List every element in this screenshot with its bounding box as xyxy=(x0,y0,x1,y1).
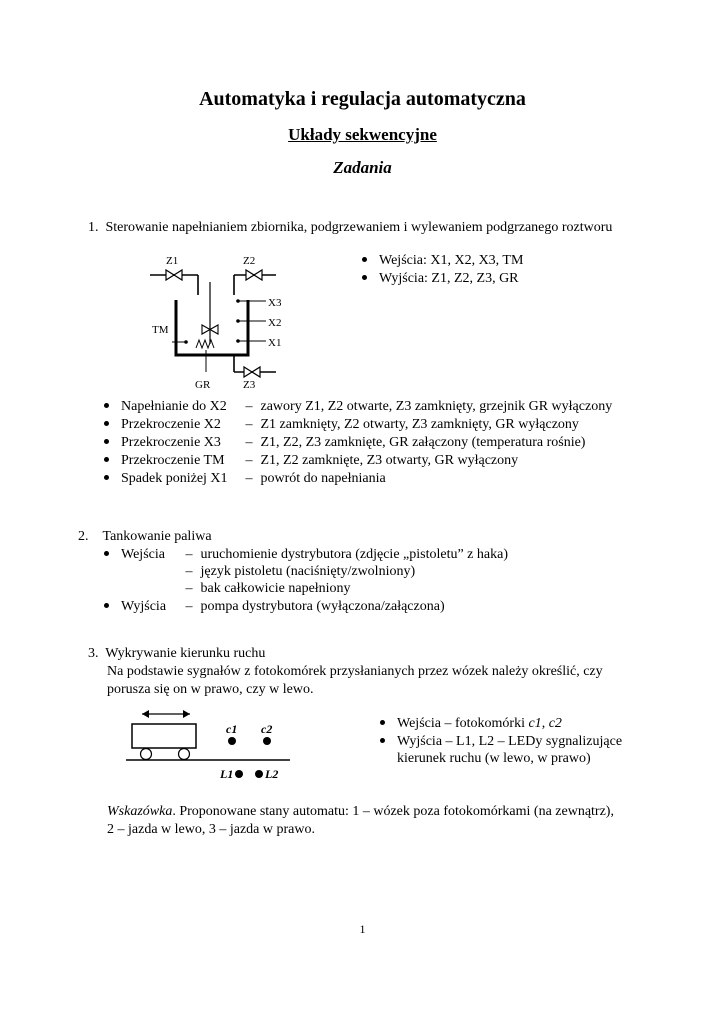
task2-number: 2. xyxy=(78,529,89,544)
state-item: Napełnianie do X2 – zawory Z1, Z2 otwarte, Z3 zamknięty, grzejnik GR wyłączony xyxy=(104,399,612,415)
task2-inputs-row: – język pistoletu (naciśnięty/zwolniony) xyxy=(185,564,416,579)
label-z2: Z2 xyxy=(243,255,256,267)
task3-title: Wykrywanie kierunku ruchu xyxy=(105,646,266,661)
photocell-c1-icon xyxy=(228,737,236,745)
task3-hint-label: Wskazówka xyxy=(107,804,173,819)
state-label: Spadek poniżej X1 xyxy=(121,471,228,486)
state-label: Przekroczenie X3 xyxy=(121,435,221,450)
task2-output-item: pompa dystrybutora (wyłączona/załączona) xyxy=(200,599,445,614)
task3-inputs-text: Wejścia – fotokomórki xyxy=(397,716,529,731)
task3-description: porusza się on w prawo, czy w lewo. xyxy=(107,682,314,697)
bullet-icon xyxy=(362,275,367,280)
valve-z1-icon xyxy=(166,270,182,280)
task3-hint-cont: 2 – jazda w lewo, 3 – jazda w prawo. xyxy=(107,822,315,837)
label-l1: L1 xyxy=(220,767,234,781)
state-item: Spadek poniżej X1 – powrót do napełniania xyxy=(104,471,386,487)
task1-inputs: Wejścia: X1, X2, X3, TM xyxy=(379,253,524,268)
state-desc: Z1 zamknięty, Z2 otwarty, Z3 zamknięty, GR wyłączony xyxy=(260,417,579,432)
label-z3: Z3 xyxy=(243,379,256,391)
led-l2-icon xyxy=(255,770,263,778)
bullet-icon xyxy=(380,738,385,743)
document-title: Automatyka i regulacja automatyczna xyxy=(199,88,526,110)
label-c1: c1 xyxy=(226,722,238,736)
valve-z3-icon xyxy=(244,367,260,377)
task3-heading xyxy=(88,646,265,662)
state-desc: Z1, Z2, Z3 zamknięte, GR załączony (temperatura rośnie) xyxy=(260,435,586,450)
state-label: Przekroczenie TM xyxy=(121,453,225,468)
photocell-c2-icon xyxy=(263,737,271,745)
task3-io-outputs-cont: kierunek ruchu (w lewo, w prawo) xyxy=(397,751,591,766)
task1-io-item xyxy=(362,253,523,269)
task3-io-inputs xyxy=(380,716,562,732)
bullet-icon xyxy=(362,257,367,262)
led-l1-icon xyxy=(235,770,243,778)
label-gr: GR xyxy=(195,379,211,391)
bullet-icon xyxy=(104,603,109,608)
task2-title: Tankowanie paliwa xyxy=(102,529,212,544)
double-arrow-icon xyxy=(142,710,190,718)
cart-icon xyxy=(132,724,196,760)
task2-input-item: uruchomienie dystrybutora (zdjęcie „pistoletu” z haka) xyxy=(200,547,508,562)
task1-outputs: Wyjścia: Z1, Z2, Z3, GR xyxy=(379,271,519,286)
task3-hint xyxy=(107,804,614,820)
task3-number: 3. xyxy=(88,646,99,661)
cart-diagram xyxy=(118,702,298,784)
valve-z2-icon xyxy=(246,270,262,280)
tank-diagram xyxy=(140,250,300,395)
label-c2: c2 xyxy=(261,722,273,736)
task1-title: Sterowanie napełnianiem zbiornika, podgrzewaniem i wylewaniem podgrzanego roztworu xyxy=(105,220,613,235)
task2-input-item: bak całkowicie napełniony xyxy=(200,581,351,596)
task2-input-item: język pistoletu (naciśnięty/zwolniony) xyxy=(200,564,416,579)
task3-inputs-separator: , xyxy=(541,716,549,731)
task1-io-item xyxy=(362,271,519,287)
bullet-icon xyxy=(380,720,385,725)
section-heading: Zadania xyxy=(333,158,392,177)
bullet-icon xyxy=(104,551,109,556)
task2-inputs-row: Wejścia – uruchomienie dystrybutora (zdjęcie „pistoletu” z haka) xyxy=(104,547,508,563)
bullet-icon xyxy=(104,475,109,480)
state-desc: zawory Z1, Z2 otwarte, Z3 zamknięty, grzejnik GR wyłączony xyxy=(260,399,613,414)
task1-heading xyxy=(88,220,612,236)
state-item: Przekroczenie X3 – Z1, Z2, Z3 zamknięte, GR załączony (temperatura rośnie) xyxy=(104,435,585,451)
task3-io-outputs xyxy=(380,734,622,750)
task2-outputs-row: Wyjścia – pompa dystrybutora (wyłączona/załączona) xyxy=(104,599,445,615)
state-label: Przekroczenie X2 xyxy=(121,417,221,432)
task2-heading xyxy=(78,529,212,545)
label-z1: Z1 xyxy=(166,255,179,267)
heater-coil-icon xyxy=(196,340,214,348)
state-label: Napełnianie do X2 xyxy=(121,399,227,414)
task3-hint-text: . Proponowane stany automatu: 1 – wózek poza fotokomórkami (na zewnątrz), xyxy=(172,804,614,819)
state-desc: powrót do napełniania xyxy=(260,471,386,486)
state-desc: Z1, Z2 zamknięte, Z3 otwarty, GR wyłączony xyxy=(260,453,519,468)
bullet-icon xyxy=(104,439,109,444)
state-item: Przekroczenie TM – Z1, Z2 zamknięte, Z3 otwarty, GR wyłączony xyxy=(104,453,518,469)
bullet-icon xyxy=(104,457,109,462)
task2-inputs-row: – bak całkowicie napełniony xyxy=(185,581,351,596)
state-item: Przekroczenie X2 – Z1 zamknięty, Z2 otwarty, Z3 zamknięty, GR wyłączony xyxy=(104,417,579,433)
task3-input-c1: c1 xyxy=(528,716,542,731)
task1-number: 1. xyxy=(88,220,99,235)
bullet-icon xyxy=(104,421,109,426)
bullet-icon xyxy=(104,403,109,408)
task2-outputs-label: Wyjścia xyxy=(121,599,167,614)
label-x3: X3 xyxy=(268,297,282,309)
label-x1: X1 xyxy=(268,337,282,349)
document-subtitle: Układy sekwencyjne xyxy=(288,125,437,144)
task3-input-c2: c2 xyxy=(548,716,562,731)
task3-outputs-text: Wyjścia – L1, L2 – LEDy sygnalizujące xyxy=(397,734,623,749)
label-tm: TM xyxy=(152,324,169,336)
label-x2: X2 xyxy=(268,317,282,329)
page-number: 1 xyxy=(359,922,366,936)
task3-description: Na podstawie sygnałów z fotokomórek przysłanianych przez wózek należy określić, czy xyxy=(107,664,603,679)
label-l2: L2 xyxy=(265,767,279,781)
task2-inputs-label: Wejścia xyxy=(121,547,165,562)
